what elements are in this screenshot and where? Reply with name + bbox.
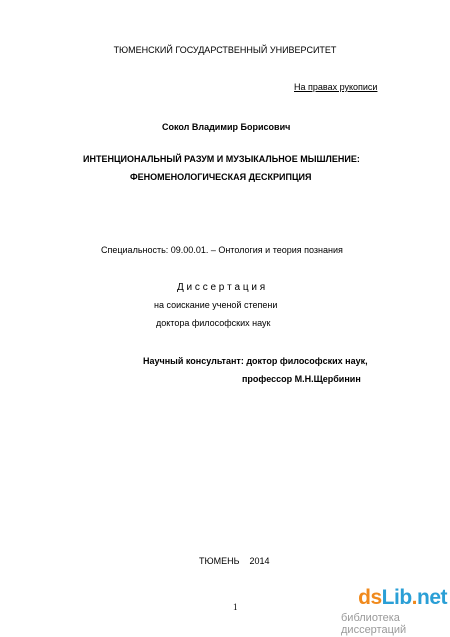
degree-line1: на соискание ученой степени	[154, 300, 278, 310]
watermark-logo-ds: ds	[358, 586, 382, 609]
watermark-logo-dot: .	[411, 586, 417, 609]
university-name: ТЮМЕНСКИЙ ГОСУДАРСТВЕННЫЙ УНИВЕРСИТЕТ	[113, 45, 337, 55]
thesis-title-line1: ИНТЕНЦИОНАЛЬНЫЙ РАЗУМ И МУЗЫКАЛЬНОЕ МЫШЛЕНИЕ:	[83, 154, 360, 164]
consultant-line2: профессор М.Н.Щербинин	[242, 374, 361, 384]
specialty: Специальность: 09.00.01. – Онтология и теория познания	[101, 245, 343, 255]
consultant-line1: Научный консультант: доктор философских наук,	[143, 356, 368, 366]
dissertation-label: Д и с с е р т а ц и я	[177, 282, 266, 293]
watermark-tagline: библиотека диссертаций	[341, 612, 407, 636]
degree-line2: доктора философских наук	[156, 318, 271, 328]
city-year: ТЮМЕНЬ 2014	[199, 556, 270, 566]
watermark-logo-net: net	[417, 586, 447, 609]
watermark-logo-lib: Lib	[381, 586, 412, 609]
watermark-logo	[358, 586, 447, 610]
page-number: 1	[233, 602, 238, 612]
manuscript-note: На правах рукописи	[294, 82, 378, 92]
watermark	[341, 586, 447, 636]
author-name: Сокол Владимир Борисович	[162, 122, 291, 132]
thesis-title-line2: ФЕНОМЕНОЛОГИЧЕСКАЯ ДЕСКРИПЦИЯ	[130, 172, 312, 182]
